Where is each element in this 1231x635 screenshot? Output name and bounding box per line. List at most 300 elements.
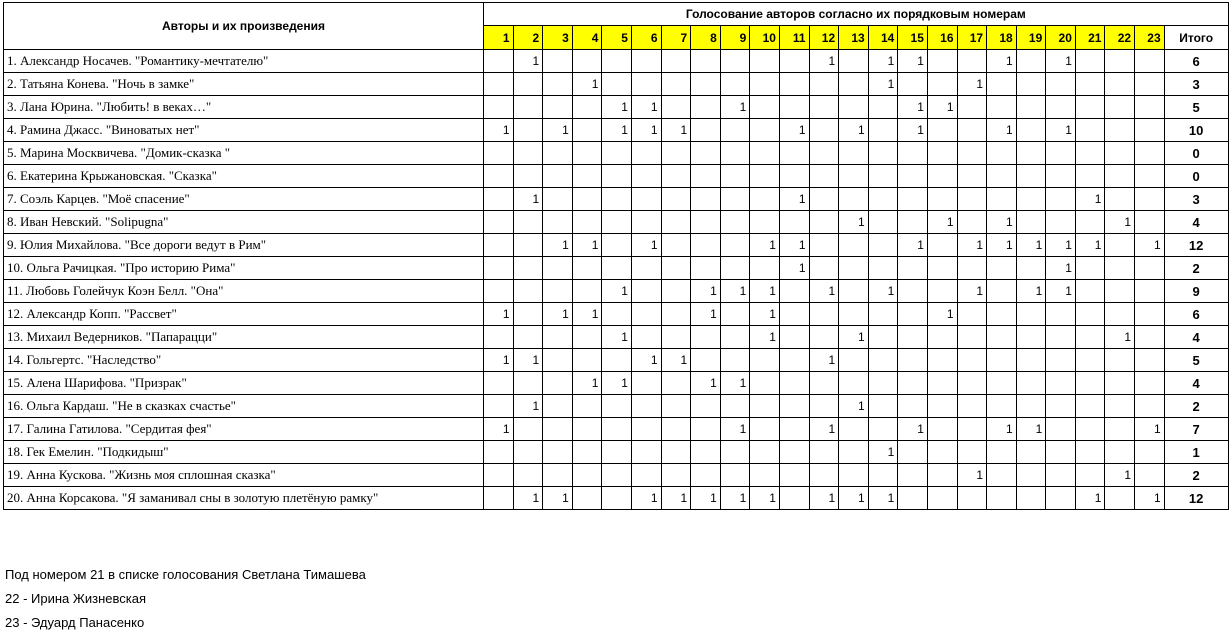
vote-cell: 1 [809,349,839,372]
vote-cell: 1 [691,303,721,326]
vote-cell [1075,441,1105,464]
vote-cell [779,165,809,188]
vote-cell [543,165,573,188]
vote-cell [661,96,691,119]
vote-cell: 1 [957,464,987,487]
vote-cell [779,50,809,73]
vote-cell [957,142,987,165]
vote-cell: 1 [631,234,661,257]
vote-cell [898,441,928,464]
vote-cell [839,464,869,487]
vote-cell [957,487,987,510]
vote-cell [898,257,928,280]
vote-cell [839,188,869,211]
vote-cell [1075,50,1105,73]
vote-cell [1075,280,1105,303]
total-cell: 3 [1164,188,1228,211]
vote-number-header: 14 [868,26,898,50]
vote-cell [987,303,1017,326]
total-cell: 9 [1164,280,1228,303]
table-row [4,303,1229,326]
vote-cell [572,487,602,510]
author-work-cell: 11. Любовь Голейчук Коэн Белл. "Она" [4,280,484,303]
vote-cell [1105,303,1135,326]
vote-cell [898,303,928,326]
vote-cell [1135,326,1165,349]
vote-cell [661,464,691,487]
vote-cell [927,487,957,510]
vote-cell: 1 [1046,257,1076,280]
vote-cell: 1 [484,418,514,441]
vote-cell: 1 [898,96,928,119]
vote-cell [720,188,750,211]
vote-cell [779,464,809,487]
vote-number-header: 5 [602,26,632,50]
vote-cell [987,487,1017,510]
vote-cell: 1 [513,188,543,211]
vote-cell [750,50,780,73]
vote-cell [1046,349,1076,372]
vote-cell [1135,441,1165,464]
total-cell: 6 [1164,50,1228,73]
vote-cell [898,395,928,418]
vote-cell [513,119,543,142]
vote-cell [750,349,780,372]
vote-cell [898,487,928,510]
table-row [4,96,1229,119]
total-cell: 10 [1164,119,1228,142]
vote-cell: 1 [484,349,514,372]
vote-cell [957,326,987,349]
vote-number-header: 1 [484,26,514,50]
works-column-header: Авторы и их произведения [4,3,484,50]
vote-cell: 1 [543,303,573,326]
footnotes [5,563,366,635]
vote-cell [1046,142,1076,165]
vote-number-header: 12 [809,26,839,50]
vote-cell: 1 [1016,418,1046,441]
vote-cell: 1 [513,349,543,372]
vote-cell [1135,142,1165,165]
vote-cell [513,73,543,96]
vote-cell [927,372,957,395]
vote-cell [691,73,721,96]
vote-cell: 1 [720,487,750,510]
vote-cell [987,441,1017,464]
vote-cell: 1 [1135,234,1165,257]
vote-cell: 1 [1046,234,1076,257]
vote-cell [839,50,869,73]
vote-cell [1016,119,1046,142]
vote-cell [720,464,750,487]
vote-cell [572,418,602,441]
vote-cell [661,372,691,395]
table-row [4,418,1229,441]
vote-cell [1135,372,1165,395]
total-cell: 5 [1164,349,1228,372]
author-work-cell: 16. Ольга Кардаш. "Не в сказках счастье" [4,395,484,418]
vote-cell [779,96,809,119]
vote-cell [691,257,721,280]
vote-cell [957,165,987,188]
vote-cell [631,372,661,395]
vote-cell [927,234,957,257]
vote-cell [543,418,573,441]
vote-cell [720,349,750,372]
vote-cell [868,188,898,211]
vote-cell [484,441,514,464]
vote-cell: 1 [691,372,721,395]
vote-cell [661,441,691,464]
vote-cell [868,142,898,165]
vote-cell [720,395,750,418]
vote-cell [957,96,987,119]
vote-cell [868,257,898,280]
vote-cell: 1 [1075,188,1105,211]
vote-number-header: 4 [572,26,602,50]
vote-cell [1135,165,1165,188]
vote-cell [631,211,661,234]
vote-cell: 1 [839,211,869,234]
vote-cell [720,119,750,142]
vote-cell: 1 [779,234,809,257]
vote-cell [1016,188,1046,211]
vote-cell [898,326,928,349]
vote-cell: 1 [720,96,750,119]
table-row [4,50,1229,73]
voting-table [3,2,1229,510]
vote-cell [1105,142,1135,165]
author-work-cell: 2. Татьяна Конева. "Ночь в замке" [4,73,484,96]
vote-cell [957,349,987,372]
vote-cell [868,234,898,257]
vote-cell [602,487,632,510]
vote-cell: 1 [809,418,839,441]
vote-cell [898,464,928,487]
vote-cell [868,119,898,142]
vote-cell [1016,50,1046,73]
vote-cell [631,395,661,418]
vote-cell [691,395,721,418]
vote-cell [691,165,721,188]
vote-cell [779,487,809,510]
vote-cell [809,96,839,119]
vote-cell: 1 [1016,280,1046,303]
vote-cell [720,234,750,257]
vote-cell [661,73,691,96]
vote-cell [572,211,602,234]
vote-number-header: 10 [750,26,780,50]
vote-cell: 1 [1135,487,1165,510]
vote-cell [513,257,543,280]
vote-cell [720,142,750,165]
vote-cell [1046,211,1076,234]
vote-number-header: 7 [661,26,691,50]
vote-cell: 1 [602,280,632,303]
vote-cell [839,142,869,165]
vote-cell [720,441,750,464]
vote-cell [779,418,809,441]
vote-cell [927,326,957,349]
vote-cell [1105,395,1135,418]
vote-cell [661,280,691,303]
vote-cell [484,280,514,303]
vote-cell [691,326,721,349]
table-body [4,50,1229,510]
vote-cell: 1 [868,441,898,464]
vote-cell [631,188,661,211]
table-row [4,165,1229,188]
vote-cell [691,464,721,487]
vote-cell [631,73,661,96]
vote-cell [987,142,1017,165]
vote-cell [809,165,839,188]
vote-cell [513,326,543,349]
vote-number-header: 9 [720,26,750,50]
vote-cell [602,50,632,73]
vote-cell [809,326,839,349]
vote-cell [987,73,1017,96]
vote-cell [1135,119,1165,142]
vote-number-header: 15 [898,26,928,50]
vote-cell [720,50,750,73]
vote-cell [987,257,1017,280]
vote-cell [602,73,632,96]
vote-cell [720,257,750,280]
vote-cell: 1 [1046,119,1076,142]
vote-cell [927,395,957,418]
vote-cell [691,50,721,73]
vote-cell [513,418,543,441]
vote-cell [750,372,780,395]
vote-cell [484,487,514,510]
vote-cell [691,211,721,234]
vote-cell [484,326,514,349]
vote-cell: 1 [1075,487,1105,510]
table-row [4,211,1229,234]
vote-cell [750,418,780,441]
vote-cell [1135,50,1165,73]
vote-cell [602,165,632,188]
author-work-cell: 4. Рамина Джасс. "Виноватых нет" [4,119,484,142]
vote-cell [513,464,543,487]
vote-cell: 1 [720,372,750,395]
vote-cell [691,96,721,119]
author-work-cell: 7. Соэль Карцев. "Моё спасение" [4,188,484,211]
vote-cell: 1 [631,119,661,142]
vote-cell [484,395,514,418]
vote-cell [543,142,573,165]
table-row [4,441,1229,464]
vote-cell: 1 [750,487,780,510]
vote-cell [809,464,839,487]
vote-cell: 1 [1046,50,1076,73]
vote-cell [1016,464,1046,487]
vote-cell [543,372,573,395]
vote-cell [779,211,809,234]
vote-cell: 1 [779,257,809,280]
vote-cell [720,211,750,234]
vote-cell [484,464,514,487]
vote-cell: 1 [1105,211,1135,234]
vote-cell [750,73,780,96]
vote-cell [809,234,839,257]
vote-cell [661,326,691,349]
vote-cell [957,372,987,395]
author-work-cell: 20. Анна Корсакова. "Я заманивал сны в золотую плетёную рамку" [4,487,484,510]
vote-cell [602,464,632,487]
vote-cell [809,188,839,211]
vote-cell: 1 [572,303,602,326]
vote-cell [513,280,543,303]
vote-cell [987,372,1017,395]
vote-cell [927,165,957,188]
total-column-header: Итого [1164,26,1228,50]
author-work-cell: 1. Александр Носачев. "Романтику-мечтателю" [4,50,484,73]
vote-cell [987,280,1017,303]
vote-cell: 1 [513,50,543,73]
vote-cell [572,96,602,119]
vote-cell [543,73,573,96]
vote-cell: 1 [927,303,957,326]
vote-cell [1046,303,1076,326]
vote-cell [661,418,691,441]
vote-cell [1105,441,1135,464]
vote-number-header: 2 [513,26,543,50]
table-row [4,464,1229,487]
vote-cell [927,441,957,464]
vote-cell [1105,349,1135,372]
vote-cell [1075,372,1105,395]
vote-cell [484,234,514,257]
vote-cell: 1 [927,96,957,119]
vote-cell: 1 [898,418,928,441]
author-work-cell: 5. Марина Москвичева. "Домик-сказка " [4,142,484,165]
vote-cell: 1 [809,50,839,73]
vote-cell [957,303,987,326]
vote-cell [750,142,780,165]
vote-cell [484,211,514,234]
vote-cell: 1 [572,234,602,257]
vote-cell [868,464,898,487]
vote-cell [1075,119,1105,142]
vote-cell [839,257,869,280]
total-cell: 4 [1164,372,1228,395]
vote-cell [1105,234,1135,257]
vote-cell [572,280,602,303]
vote-cell: 1 [779,188,809,211]
vote-cell [839,234,869,257]
vote-cell [750,119,780,142]
author-work-cell: 8. Иван Невский. "Solipugna" [4,211,484,234]
vote-cell [1046,165,1076,188]
vote-cell [513,234,543,257]
author-work-cell: 3. Лана Юрина. "Любить! в веках…" [4,96,484,119]
vote-cell: 1 [987,211,1017,234]
total-cell: 2 [1164,257,1228,280]
vote-cell [720,303,750,326]
vote-cell [927,257,957,280]
vote-cell [1016,211,1046,234]
vote-cell [1105,165,1135,188]
vote-cell [1135,464,1165,487]
vote-cell [543,211,573,234]
vote-cell [572,119,602,142]
vote-cell [631,165,661,188]
vote-cell [868,395,898,418]
vote-cell [691,188,721,211]
vote-cell [927,142,957,165]
vote-cell [957,188,987,211]
vote-cell [661,303,691,326]
vote-cell [602,441,632,464]
vote-cell: 1 [602,326,632,349]
vote-cell [1135,395,1165,418]
vote-cell [1135,257,1165,280]
vote-cell [543,349,573,372]
vote-cell [868,303,898,326]
vote-cell [1046,395,1076,418]
vote-cell [987,464,1017,487]
vote-cell [1016,303,1046,326]
vote-cell [602,303,632,326]
vote-cell: 1 [839,119,869,142]
vote-cell [1075,349,1105,372]
vote-cell [1016,395,1046,418]
total-cell: 1 [1164,441,1228,464]
vote-cell: 1 [572,372,602,395]
vote-cell [691,119,721,142]
vote-cell [1105,50,1135,73]
vote-cell: 1 [572,73,602,96]
vote-cell [602,188,632,211]
vote-cell [572,349,602,372]
voting-header: Голосование авторов согласно их порядковым номерам [484,3,1229,26]
vote-cell [602,257,632,280]
vote-cell [868,211,898,234]
vote-cell [839,280,869,303]
vote-cell [543,280,573,303]
vote-cell [513,142,543,165]
total-cell: 5 [1164,96,1228,119]
vote-cell: 1 [691,280,721,303]
author-work-cell: 17. Галина Гатилова. "Сердитая фея" [4,418,484,441]
vote-cell [543,395,573,418]
vote-cell [868,418,898,441]
vote-cell [987,395,1017,418]
vote-cell: 1 [957,234,987,257]
table-row [4,257,1229,280]
vote-cell [661,188,691,211]
vote-cell [1135,96,1165,119]
vote-cell [987,165,1017,188]
vote-cell [1016,165,1046,188]
vote-number-header: 19 [1016,26,1046,50]
vote-cell: 1 [661,487,691,510]
vote-cell [839,73,869,96]
vote-cell: 1 [1016,234,1046,257]
vote-cell: 1 [750,234,780,257]
vote-cell [809,211,839,234]
vote-number-header: 21 [1075,26,1105,50]
vote-cell [1135,280,1165,303]
vote-cell [927,418,957,441]
vote-cell: 1 [750,303,780,326]
vote-cell [572,441,602,464]
vote-cell [543,326,573,349]
vote-cell [1016,73,1046,96]
vote-cell [572,326,602,349]
